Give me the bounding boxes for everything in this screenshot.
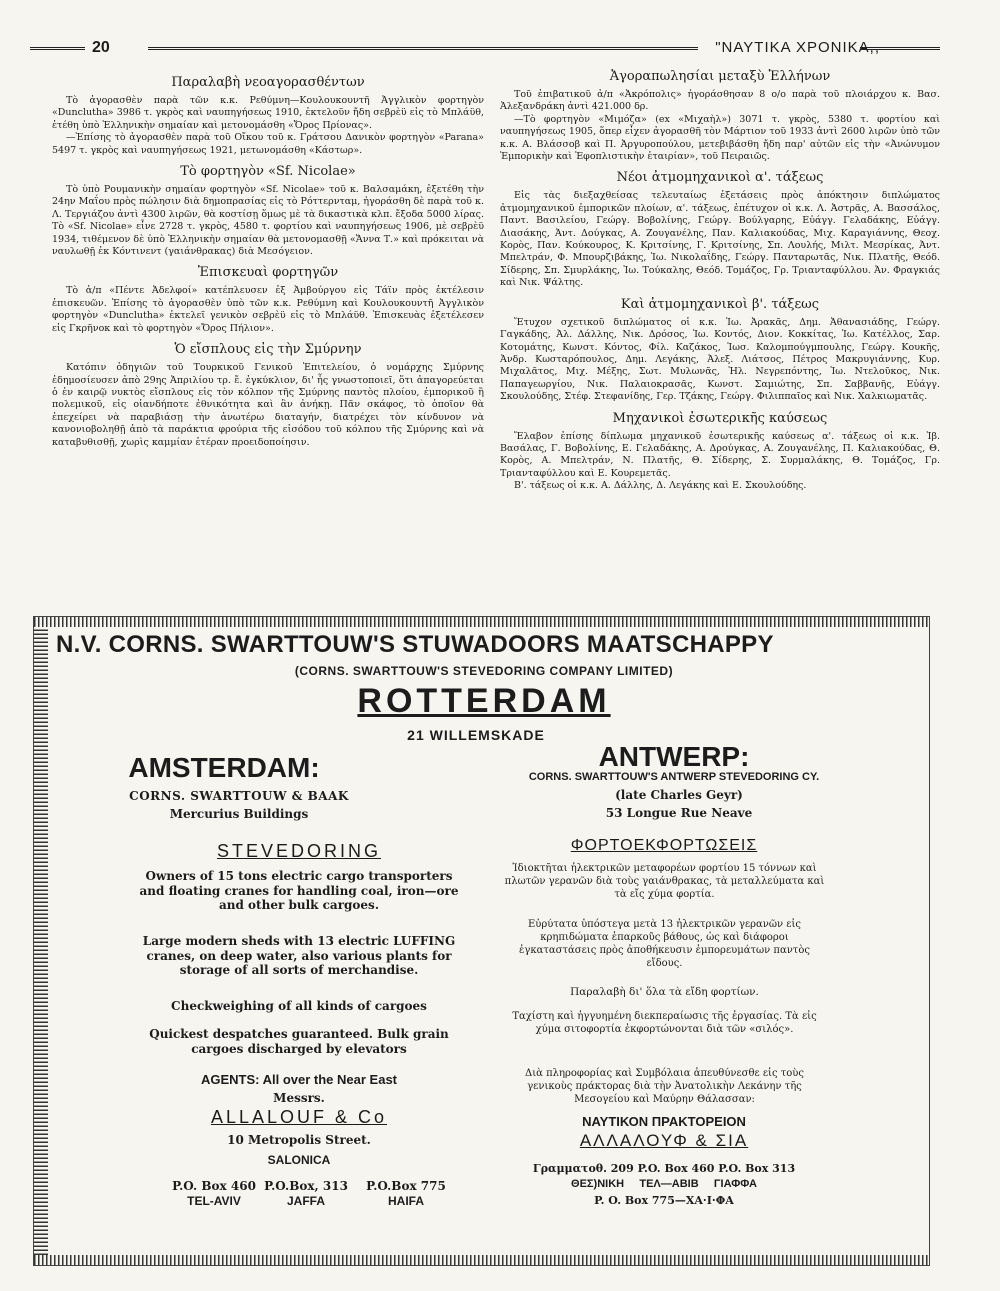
- stevedoring-text: Owners of 15 tons electric cargo transporters and floating cranes for handling coal, iron—ore and other bulk cargoes.: [139, 869, 459, 912]
- greek-services-text: Διὰ πληροφορίας καὶ Συμβόλαια ἀπευθύνεσθε εἰς τοὺς γενικοὺς πράκτορας διὰ τὴν Ἀνατολικὴν Λεκάνην τῆς Μεσογείου καὶ Μαύρην Θάλασσαν:: [525, 1068, 804, 1105]
- agents-contact: P.O. Box 460: [172, 1179, 256, 1193]
- stevedoring-text: Quickest despatches guaranteed. Bulk grain cargoes discharged by elevators: [149, 1027, 449, 1056]
- agents-label: AGENTS: All over the Near East: [200, 1072, 398, 1087]
- paragraph: Ἔλαβον ἐπίσης δίπλωμα μηχανικοῦ ἐσωτερικῆς καύσεως α'. τάξεως οἱ κ.κ. Ἰβ. Βασάλας, Γ. Βοβολίνης, Ε. Γελαδάκης, Α. Δρούγκας, Α. Ζουγανέλης, Π. Καλιακούδας, Θ. Κορὸς, Α. Μπελτράν, Ν. Πλατῆς, Θ. Σίδερης, Σ. Συρμαλάκης, Θ. Τομάζος, Γρ. Τριανταφύλλου καὶ Ε. Κουρεμετᾶς.: [500, 430, 940, 479]
- greek-contacts: P. O. Box 775—ΧΑ·Ι·ΦΑ: [594, 1194, 734, 1207]
- heading: Νέοι ἀτμομηχανικοὶ α'. τάξεως: [616, 170, 824, 186]
- paragraph: Τὸ ἀγορασθὲν παρὰ τῶν κ.κ. Ρεθύμνη—Κουλουκουντῆ Ἀγγλικὸν φορτηγὸν «Dunclutha» 3986 τ. γκρὸς καὶ ναυπηγήσεως 1910, ἐκτελοῦν ἤδη σεβρὲϋ εἰς τὸ Μπλάϋθ, ἐτέθη ὑπὸ Ἑλληνικὴν σημαίαν καὶ μετονομάσθη «Ὄρος Πρίονας».: [52, 95, 484, 131]
- greek-services-text: Ταχίστη καὶ ἠγγυημένη διεκπεραίωσις τῆς ἐργασίας. Τὰ εἰς χύμα σιτοφορτία ἐκφορτώνονται διὰ τῶν «σιλός».: [512, 1011, 817, 1035]
- greek-agency: ΝΑΥΤΙΚΟΝ ΠΡΑΚΤΟΡΕΙΟΝ: [582, 1114, 746, 1129]
- paragraph: Τὸ ἀ/π «Πέντε Ἀδελφοί» κατέπλευσεν ἐξ Ἀμβούργου εἰς Τάϊν πρὸς ἐκτέλεσιν ἐπισκευῶν. Ἐπίσης τὸ ἀγορασθὲν ὑπὸ τῶν κ.κ. Ρεθύμνη καὶ Κουλουκουντῆ Ἀγγλικὸν φορτηγὸν «Dunclutha» ἐκτελεῖ γενικὸν σεβρὲϋ εἰς τὸ Μπλάϋθ. Ἐπισκευὰς ἐξετέλεσεν εἰς Γκρῆνοκ καὶ τὸ φορτηγὸν «Ὄρος Πήλιον».: [52, 285, 484, 334]
- agents-street: 10 Metropolis Street.: [227, 1133, 371, 1147]
- stevedoring-title: STEVEDORING: [216, 841, 382, 861]
- stevedoring-text: Checkweighing of all kinds of cargoes: [171, 999, 427, 1013]
- antwerp-late: (late Charles Geyr): [615, 788, 743, 802]
- paragraph: Τὸ ὑπὸ Ρουμανικὴν σημαίαν φορτηγὸν «Sf. Nicolae» τοῦ κ. Βαλσαμάκη, ἐξετέθη τὴν 24ην Μαΐου πρὸς πώλησιν διὰ δημοπρασίας εἰς τὸ Ρόττερνταμ, ἠγοράσθη δὲ παρὰ τοῦ κ. Λ. Τεργιάζου ἀντὶ 4300 λιρῶν, θὰ κοστίσῃ ὅμως μὲ τὰ δικαστικὰ κλπ. ἔξοδα 5000 λίρας. Τὸ «Sf. Nicolae» εἶνε 2728 τ. γκρὸς, 4580 τ. φορτίου καὶ ναυπηγήσεως 1906, μὲ σεβρὲϋ 1934, τιθέμενον δὲ ὑπὸ Ἑλληνικὴν σημαίαν θὰ μετονομασθῇ «Ἄννα Τ.» καὶ πρόκειται νὰ ναυλωθῇ ἐκ Κόντινεντ (γαιάνθρακας) διὰ Μεσόγειον.: [52, 184, 484, 258]
- paragraph: —Τὸ φορτηγὸν «Μιμόζα» (ex «Μιχαὴλ») 3071 τ. γκρὸς, 5380 τ. φορτίου καὶ ναυπηγήσεως 1905, ὅπερ εἶχεν ἀγορασθῆ τὸν Μάρτιον τοῦ 1933 ἀντὶ 2600 λιρῶν ὑπὸ τῶν κ.κ. Α. Βλάσσοβ καὶ Π. Ἀργυροπούλου, μετεβιβάσθη ἤδη παρ' αὐτῶν εἰς τὴν «Ἀνώνυμον Ἐμπορικὴν καὶ Ἐφοπλιστικὴν ἑταιρίαν», τοῦ Πειραιῶς.: [500, 113, 940, 163]
- header-rule: [860, 47, 940, 50]
- address: 21 WILLEMSKADE: [407, 727, 545, 743]
- header-rule: [148, 47, 698, 50]
- heading: Μηχανικοὶ ἐσωτερικῆς καύσεως: [612, 410, 828, 426]
- antwerp-title: ANTWERP:: [598, 741, 750, 772]
- heading: Καὶ ἀτμομηχανικοὶ β'. τάξεως: [620, 296, 820, 312]
- agents-contact: P.O.Box 775: [366, 1179, 446, 1193]
- antwerp-firm: CORNS. SWARTTOUW'S ANTWERP STEVEDORING CY.: [528, 771, 820, 783]
- page-number: 20: [92, 39, 110, 56]
- greek-contacts: Γραμματοθ. 209 P.O. Box 460 P.O. Box 313: [532, 1162, 796, 1175]
- greek-contacts: ΘΕΣ)ΝΙΚΗ ΤΕΛ—ΑΒΙΒ ΓΙΑΦΦΑ: [571, 1178, 757, 1190]
- greek-agency-name: ΑΛΛΑΛΟΥΦ & ΣΙΑ: [579, 1131, 749, 1150]
- left-column: [52, 68, 484, 449]
- company-name: N.V. CORNS. SWARTTOUW'S STUWADOORS MAATSCHAPPY: [56, 631, 774, 658]
- agents-city: SALONICA: [267, 1153, 331, 1167]
- heading: Ἐπισκευαὶ φορτηγῶν: [197, 265, 339, 281]
- agents-name: ALLALOUF & Co: [210, 1107, 388, 1127]
- heading: Ἀγοραπωλησίαι μεταξὺ Ἑλλήνων: [609, 69, 831, 84]
- amsterdam-firm: CORNS. SWARTTOUW & BAAK: [129, 789, 349, 803]
- paragraph: Ἔτυχον σχετικοῦ διπλώματος οἱ κ.κ. Ἰω. Ἀρακᾶς, Δημ. Ἀθανασιάδης, Γεώργ. Γαγκάδης, Ἀλ. Δάλλης, Νικ. Δρόσος, Ἰω. Κοντός, Διον. Κοκκίτας, Ἰω. Κατέλλος, Σαρ. Κοτομάτης, Κωνστ. Κόντος, Φίλ. Καζάκος, Ἰωσ. Καλομπούγμπουλης, Γεώργ. Κουκῆς, Ἀνδρ. Κωσταρόπουλος, Δημ. Λεγάκης, Ἀλεξ. Λιάτσος, Πέτρος Μακρυγιάννης, Κυρ. Μιχαλᾶτος, Μιχ. Μέξης, Σωτ. Μυλωνᾶς, Ἠλ. Νεγρεπόντης, Ἰω. Ντελοῦκος, Νικ. Παπαγεωργίου, Νικ. Παλαιοκρασᾶς, Κωνστ. Σαμιώτης, Σπ. Σαββανῆς, Εὐάγγ. Σκουλούδης, Στέφ. Στεφανίδης, Γερ. Τζάκης, Γεώργ. Φιλιππαῖος καὶ Νικ. Χαλκιωματᾶς.: [500, 316, 940, 403]
- company-subtitle: (CORNS. SWARTTOUW'S STEVEDORING COMPANY LIMITED): [294, 664, 674, 678]
- journal-title: "ΝΑΥΤΙΚΑ ΧΡΟΝΙΚΑ,,: [715, 39, 880, 56]
- paragraph: —Ἐπίσης τὸ ἀγορασθὲν παρὰ τοῦ Οἴκου τοῦ κ. Γράτσου Δανικὸν φορτηγὸν «Parana» 5497 τ. γκρὸς καὶ ναυπηγήσεως 1921, μετωνομάσθη «Κάστωρ».: [52, 132, 484, 156]
- paragraph: Εἰς τὰς διεξαχθείσας τελευταίως ἐξετάσεις πρὸς ἀπόκτησιν διπλώματος ἀτμομηχανικοῦ ἐμπορικῶν πλοίων, α'. τάξεως, ἐπέτυχον οἱ κ.κ. Λ. Ἀστρᾶς, Α. Βασσάλος, Παντ. Βασιλείου, Γεώργ. Βοβολίνης, Γεώργ. Βούλγαρης, Εὐάγγ. Γελαδάκης, Εὐάγγ. Διασάκης, Ἀντ. Δούγκας, Α. Ζουγανέλης, Παν. Καλιακούδας, Μιχ. Καραγιάννης, Θεοχ. Κορὸς, Παν. Κούκουρος, Κ. Κριτσίνης, Γ. Κριτσίνης, Σπ. Λουλής, Μιλτ. Μεσρίκας, Ἀντ. Μπελτράν, Φ. Μπουρζιβάκης, Ἰω. Νικολαΐδης, Γεώργ. Πανταρωτᾶς, Νικ. Πλατῆς, Θεόδ. Σίδερης, Σπ. Σμυρλάκης, Ἰω. Τούκαλης, Θεόδ. Τομάζος, Γρ. Τριανταφύλλου. Ἀν. Φραγκιάς καὶ Νικ. Ψάλτης.: [500, 190, 940, 289]
- city-rotterdam: ROTTERDAM: [357, 682, 611, 720]
- agents-messrs: Messrs.: [273, 1091, 325, 1105]
- heading: Ὁ εἴσπλους εἰς τὴν Σμύρνην: [174, 342, 362, 358]
- header-rule: [30, 47, 85, 50]
- amsterdam-street: Mercurius Buildings: [169, 807, 309, 821]
- paragraph: Κατόπιν ὁδηγιῶν τοῦ Τουρκικοῦ Γενικοῦ Ἐπιτελείου, ὁ νομάρχης Σμύρνης ἐδημοσίευσεν ἀπὸ 29ης Ἀπριλίου τρ. ἔ. ἐγκύκλιον, δι' ἧς γνωστοποιεῖ, ὅτι ἀπαγορεύεται ὁ ἐν καιρῷ νυκτὸς εἴσπλους εἰς τὸν κόλπον τῆς Σμύρνης παντὸς πλοίου, ἐμπορικοῦ ἢ πολεμικοῦ, εἰς οἱανδήποτε ἐθνικότητα καὶ ἂν ἀνήκῃ. Πᾶν σκάφος, τὸ ὁποῖον θὰ ἐπεχείρει νὰ παραβιάσῃ τὴν ἀνωτέρω διαταγήν, διατρέχει τὸν κίνδυνον νὰ κανονιοβοληθῇ ἀπὸ τὰ παράκτια φρούρια τῆς εἰσόδου τοῦ κόλπου τῆς Σμύρνης καὶ νὰ καταβυθισθῇ, χωρὶς καμμίαν ἑτέραν προειδοποίησιν.: [52, 362, 484, 448]
- heading: Τὸ φορτηγὸν «Sf. Nicolae»: [180, 164, 356, 180]
- ad-border-stripe: [34, 627, 48, 1255]
- advertisement: [33, 616, 930, 1266]
- agents-contact-city: HAIFA: [388, 1194, 424, 1208]
- paragraph: Β'. τάξεως οἱ κ.κ. Α. Δάλλης, Δ. Λεγάκης καὶ Ε. Σκουλούδης.: [514, 480, 807, 492]
- page-header: [30, 38, 940, 58]
- agents-contact-city: JAFFA: [286, 1194, 326, 1208]
- greek-services-text: Εὐρύτατα ὑπόστεγα μετὰ 13 ἠλεκτρικῶν γερανῶν εἰς κρηπιδώματα ἐπαρκοῦς βάθους, ὡς καὶ διάφοροι ἐγκαταστάσεις πρὸς ἀποθήκευσιν ἐμπορευμάτων παντὸς εἴδους.: [519, 919, 810, 969]
- agents-contact: P.O.Box, 313: [264, 1179, 348, 1193]
- agents-contact-city: TEL-AVIV: [187, 1194, 241, 1208]
- antwerp-street: 53 Longue Rue Neave: [605, 806, 753, 820]
- greek-services-text: Ἰδιοκτῆται ἠλεκτρικῶν μεταφορέων φορτίου 15 τόννων καὶ πλωτῶν γερανῶν διὰ τοὺς γαιάνθρακας, τὰ μεταλλεύματα καὶ τὰ εἴς χύμα φορτία.: [504, 863, 825, 900]
- ad-border-stripe: [34, 1255, 929, 1265]
- heading: Παραλαβὴ νεοαγορασθέντων: [171, 75, 365, 90]
- paragraph: Τοῦ ἐπιβατικοῦ ἀ/π «Ἀκρόπολις» ἠγοράσθησαν 8 ο/ο παρὰ τοῦ πλοιάρχου κ. Βασ. Ἀλεξανδράκη ἀντὶ 421.000 δρ.: [500, 89, 940, 113]
- right-column: [500, 68, 940, 493]
- ad-border-stripe: [34, 617, 929, 627]
- greek-services-text: Παραλαβὴ δι' ὅλα τὰ εἴδη φορτίων.: [570, 986, 759, 998]
- amsterdam-title: AMSTERDAM:: [128, 752, 320, 783]
- greek-services-title: ΦΟΡΤΟΕΚΦΟΡΤΩΣΕΙΣ: [570, 837, 758, 854]
- stevedoring-text: Large modern sheds with 13 electric LUFFING cranes, on deep water, also various plants for storage of all sorts of merchandise.: [142, 934, 456, 977]
